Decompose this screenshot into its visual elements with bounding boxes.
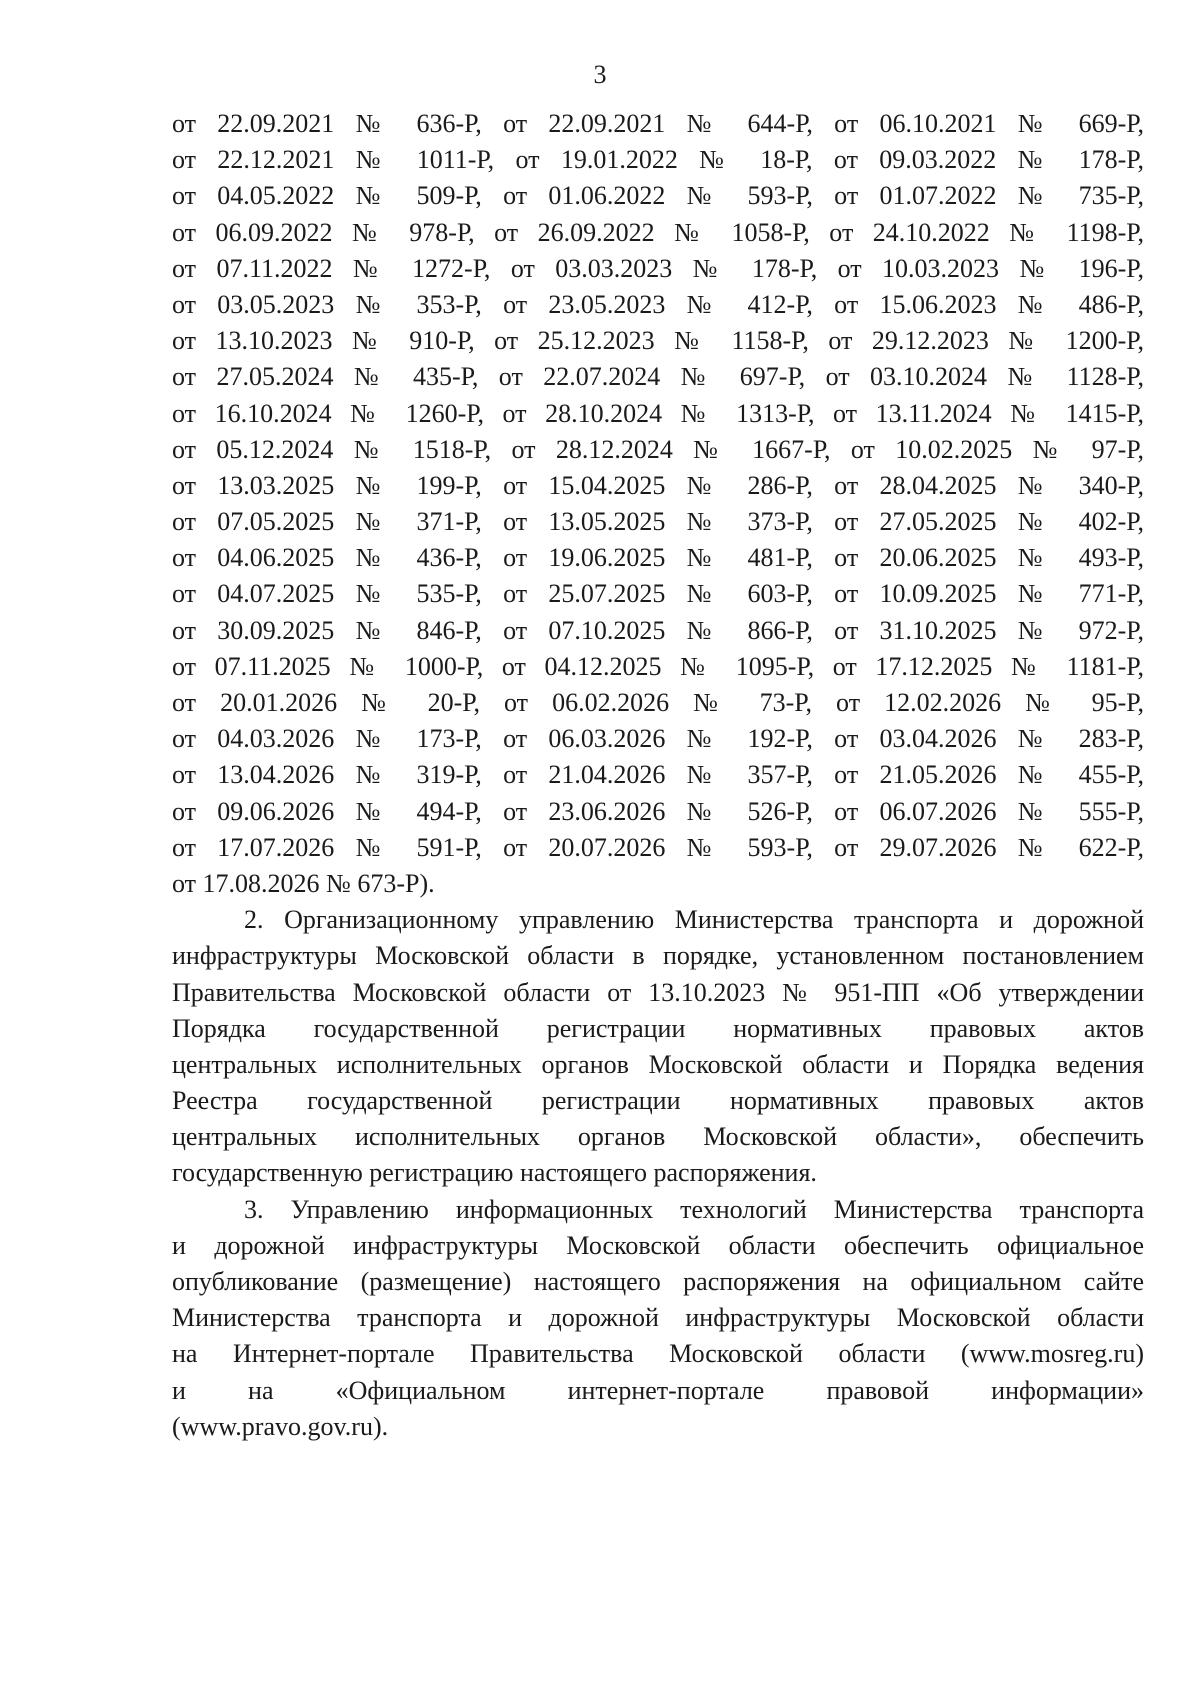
text-line: и на «Официальном интернет-портале правовой информации» bbox=[172, 1375, 1144, 1405]
text-line: от 04.05.2022 № 509-Р, от 01.06.2022 № 593-Р, от 01.07.2022 № 735-Р, bbox=[172, 181, 1144, 211]
text-line: на Интернет-портале Правительства Московской области (www.mosreg.ru) bbox=[172, 1339, 1144, 1369]
text-line: от 03.05.2023 № 353-Р, от 23.05.2023 № 412-Р, от 15.06.2023 № 486-Р, bbox=[172, 289, 1144, 319]
text-line-last: государственную регистрацию настоящего распоряжения. bbox=[172, 1158, 817, 1188]
text-line: Реестра государственной регистрации нормативных правовых актов bbox=[172, 1086, 1144, 1116]
text-line: от 04.06.2025 № 436-Р, от 19.06.2025 № 481-Р, от 20.06.2025 № 493-Р, bbox=[172, 543, 1144, 573]
text-line: от 04.07.2025 № 535-Р, от 25.07.2025 № 603-Р, от 10.09.2025 № 771-Р, bbox=[172, 579, 1144, 609]
text-line: Порядка государственной регистрации нормативных правовых актов bbox=[172, 1013, 1144, 1043]
text-line: опубликование (размещение) настоящего распоряжения на официальном сайте bbox=[172, 1267, 1144, 1296]
text-line: инфраструктуры Московской области в порядке, установленном постановлением bbox=[172, 941, 1144, 971]
text-line: от 13.03.2025 № 199-Р, от 15.04.2025 № 286-Р, от 28.04.2025 № 340-Р, bbox=[172, 470, 1144, 500]
text-line: центральных исполнительных органов Московской области», обеспечить bbox=[172, 1122, 1144, 1152]
page-number: 3 bbox=[593, 60, 607, 89]
text-line: от 13.10.2023 № 910-Р, от 25.12.2023 № 1158-Р, от 29.12.2023 № 1200-Р, bbox=[172, 326, 1144, 356]
text-line: от 07.11.2022 № 1272-Р, от 03.03.2023 № 178-Р, от 10.03.2023 № 196-Р, bbox=[172, 253, 1144, 283]
text-line: от 27.05.2024 № 435-Р, от 22.07.2024 № 697-Р, от 03.10.2024 № 1128-Р, bbox=[172, 362, 1144, 392]
text-line: от 16.10.2024 № 1260-Р, от 28.10.2024 № 1313-Р, от 13.11.2024 № 1415-Р, bbox=[172, 398, 1144, 428]
paragraph-2 bbox=[172, 902, 1144, 1192]
text-line: от 13.04.2026 № 319-Р, от 21.04.2026 № 357-Р, от 21.05.2026 № 455-Р, bbox=[172, 760, 1144, 790]
text-line-last: от 17.08.2026 № 673-Р). bbox=[172, 868, 435, 898]
text-line: от 09.06.2026 № 494-Р, от 23.06.2026 № 526-Р, от 06.07.2026 № 555-Р, bbox=[172, 796, 1144, 826]
text-line: Министерства транспорта и дорожной инфраструктуры Московской области bbox=[172, 1303, 1144, 1333]
text-line: от 20.01.2026 № 20-Р, от 06.02.2026 № 73-Р, от 12.02.2026 № 95-Р, bbox=[172, 688, 1144, 717]
text-line-last: (www.pravo.gov.ru). bbox=[172, 1411, 389, 1441]
paragraph-3 bbox=[172, 1192, 1144, 1445]
text-line: от 22.12.2021 № 1011-Р, от 19.01.2022 № 18-Р, от 09.03.2022 № 178-Р, bbox=[172, 145, 1144, 175]
text-line: от 22.09.2021 № 636-Р, от 22.09.2021 № 644-Р, от 06.10.2021 № 669-Р, bbox=[172, 109, 1144, 138]
document-body bbox=[172, 106, 1144, 1445]
text-line: от 06.09.2022 № 978-Р, от 26.09.2022 № 1058-Р, от 24.10.2022 № 1198-Р, bbox=[172, 217, 1144, 247]
text-line: Правительства Московской области от 13.10.2023 № 951-ПП «Об утверждении bbox=[172, 977, 1144, 1007]
text-line: 3. Управлению информационных технологий Министерства транспорта bbox=[244, 1194, 1144, 1224]
text-line: от 07.11.2025 № 1000-Р, от 04.12.2025 № 1095-Р, от 17.12.2025 № 1181-Р, bbox=[172, 651, 1144, 681]
text-line: от 30.09.2025 № 846-Р, от 07.10.2025 № 866-Р, от 31.10.2025 № 972-Р, bbox=[172, 615, 1144, 645]
text-line: и дорожной инфраструктуры Московской области обеспечить официальное bbox=[172, 1230, 1144, 1260]
text-line: центральных исполнительных органов Московской области и Порядка ведения bbox=[172, 1049, 1144, 1079]
text-line: от 17.07.2026 № 591-Р, от 20.07.2026 № 593-Р, от 29.07.2026 № 622-Р, bbox=[172, 832, 1144, 862]
text-line: от 04.03.2026 № 173-Р, от 06.03.2026 № 192-Р, от 03.04.2026 № 283-Р, bbox=[172, 724, 1144, 754]
text-line: 2. Организационному управлению Министерства транспорта и дорожной bbox=[244, 905, 1144, 935]
text-line: от 05.12.2024 № 1518-Р, от 28.12.2024 № 1667-Р, от 10.02.2025 № 97-Р, bbox=[172, 434, 1144, 464]
text-line: от 07.05.2025 № 371-Р, от 13.05.2025 № 373-Р, от 27.05.2025 № 402-Р, bbox=[172, 507, 1144, 537]
decree-list bbox=[172, 106, 1144, 902]
